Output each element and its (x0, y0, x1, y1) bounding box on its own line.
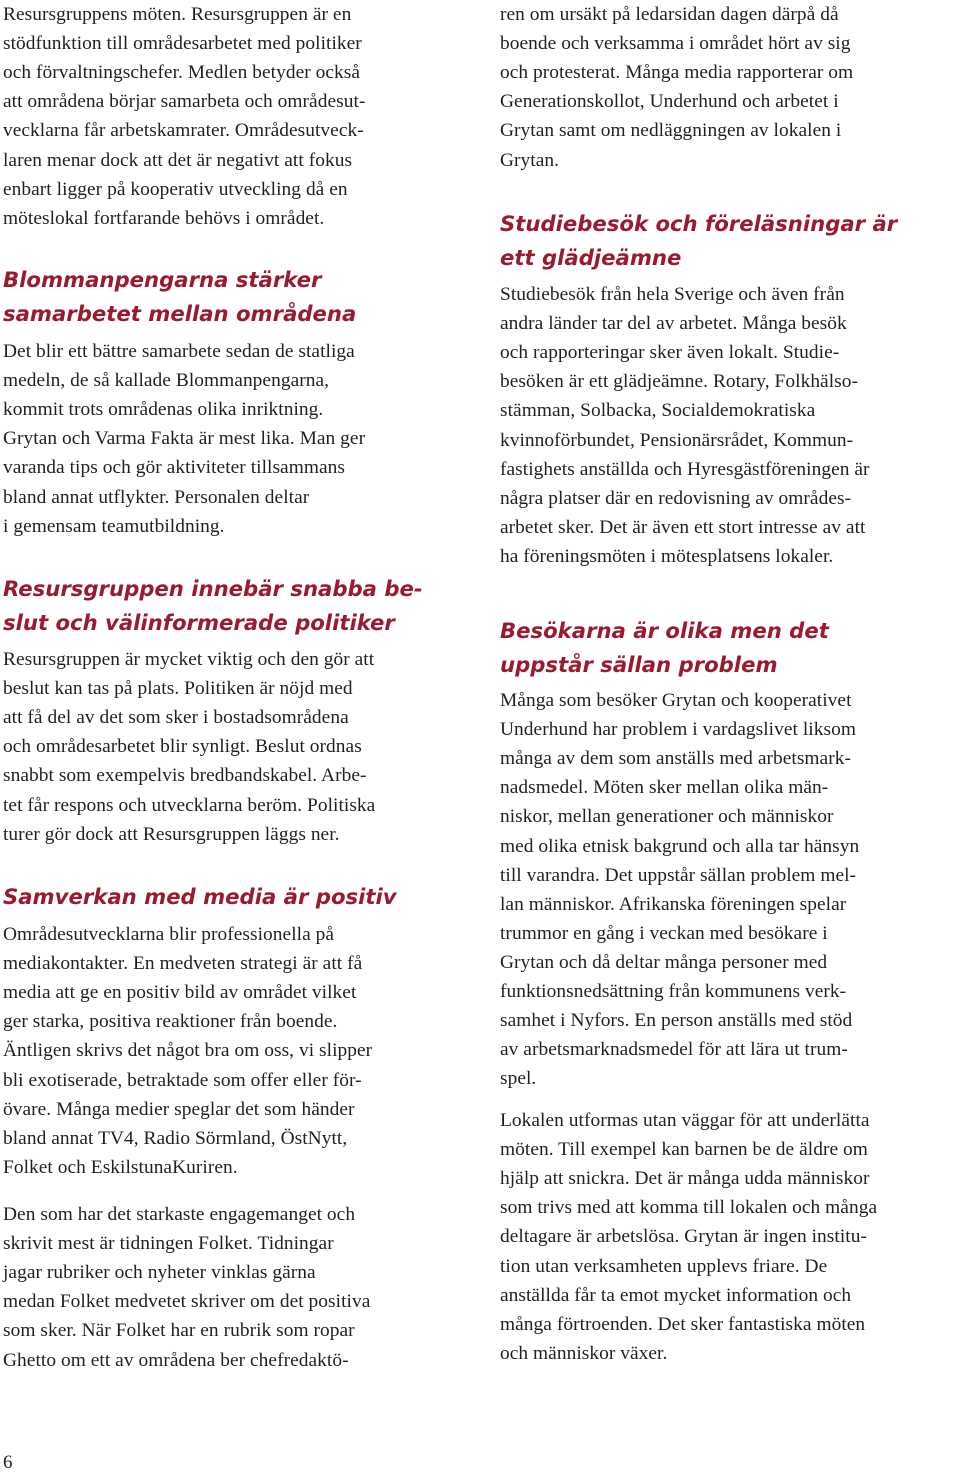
section-heading-line: slut och välinformerade politiker (3, 609, 395, 635)
paragraph-line: andra länder tar del av arbetet. Många besök (500, 313, 847, 335)
paragraph-line: Många som besöker Grytan och kooperativet (500, 690, 852, 711)
paragraph-line: Grytan och Varma Fakta är mest lika. Man ger (3, 428, 366, 450)
paragraph-line: media att ge en positiv bild av området vilket (3, 982, 357, 1004)
section-heading-line: Samverkan med media är positiv (3, 884, 397, 909)
paragraph-line: och rapporteringar sker även lokalt. Studie- (500, 342, 840, 364)
paragraph-line: Grytan samt om nedläggningen av lokalen i (500, 120, 842, 142)
paragraph-line: till varandra. Det uppstår sällan problem mel- (500, 864, 857, 886)
paragraph-line: laren menar dock att det är negativt att fokus (3, 149, 353, 171)
paragraph-line: bli exotiserade, betraktade som offer eller för- (3, 1069, 362, 1091)
paragraph-line: och områdesarbetet blir synligt. Beslut ordnas (3, 736, 362, 758)
paragraph-line: varanda tips och gör aktiviteter tillsammans (3, 457, 345, 479)
paragraph-line: i gemensam teamutbildning. (3, 515, 225, 537)
paragraph-line: Det blir ett bättre samarbete sedan de statliga (3, 341, 355, 362)
paragraph-line: Grytan. (500, 149, 560, 171)
paragraph-line: Generationskollot, Underhund och arbetet i (500, 91, 839, 113)
paragraph-line: som trivs med att komma till lokalen och många (500, 1197, 878, 1219)
paragraph-line: niskor, mellan generationer och människor (500, 806, 834, 828)
paragraph-line: och förvaltningschefer. Medlen betyder också (3, 62, 361, 84)
paragraph-line: besöken är ett glädjeämne. Rotary, Folkhälso- (500, 371, 859, 393)
paragraph-line: Resursgruppen är mycket viktig och den gör att (3, 649, 375, 670)
paragraph-line: boende och verksamma i området hört av sig (500, 33, 851, 55)
paragraph-line: Studiebesök från hela Sverige och även från (500, 284, 845, 305)
paragraph-line: kommit trots områdenas olika inriktning. (3, 399, 324, 421)
paragraph-line: funktionsnedsättning från kommunens verk- (500, 981, 847, 1002)
paragraph-line: trummor en gång i veckan med besökare i (500, 922, 828, 944)
paragraph-line: jagar rubriker och nyheter vinklas gärna (3, 1262, 316, 1284)
paragraph-line: ha föreningsmöten i mötesplatsens lokaler. (500, 545, 834, 567)
paragraph-line: bland annat utflykter. Personalen deltar (3, 486, 310, 508)
paragraph-line: medeln, de så kallade Blommanpengarna, (3, 370, 330, 392)
paragraph-line: hjälp att snickra. Det är många udda människor (500, 1168, 870, 1190)
paragraph-line: att områdena börjar samarbeta och områdesut- (3, 91, 366, 113)
paragraph-line: Den som har det starkaste engagemanget och (3, 1204, 356, 1225)
paragraph-line: arbetet sker. Det är även ett stort intresse av att (500, 516, 866, 538)
section-heading-line: ett glädjeämne (500, 244, 682, 270)
paragraph-line: med olika etnisk bakgrund och alla tar hänsyn (500, 835, 860, 857)
section-heading-line: Studiebesök och föreläsningar är (500, 211, 898, 236)
paragraph-line: stödfunktion till områdesarbetet med politiker (3, 33, 362, 55)
paragraph-line: mediakontakter. En medveten strategi är att få (3, 953, 363, 975)
section-heading-line: uppstår sällan problem (500, 651, 778, 677)
paragraph-line: beslut kan tas på plats. Politiken är nöjd med (3, 678, 353, 700)
paragraph-line: snabbt som exempelvis bredbandskabel. Arbe- (3, 765, 367, 787)
paragraph-line: Lokalen utformas utan väggar för att underlätta (500, 1110, 870, 1131)
paragraph-line: som sker. När Folket har en rubrik som ropar (3, 1320, 355, 1342)
section-heading-line: Resursgruppen innebär snabba be- (3, 576, 423, 601)
paragraph-line: Resursgruppens möten. Resursgruppen är en (3, 4, 352, 25)
paragraph-line: Äntligen skrivs det något bra om oss, vi slipper (3, 1040, 373, 1062)
page-number: 6 (3, 1452, 13, 1473)
paragraph-line: turer gör dock att Resursgruppen läggs ner. (3, 823, 340, 845)
paragraph-line: många förtroenden. Det sker fantastiska möten (500, 1313, 866, 1335)
section-heading-line: samarbetet mellan områdena (3, 300, 357, 326)
paragraph-line: fastighets anställda och Hyresgästföreningen är (500, 458, 870, 480)
paragraph-line: av arbetsmarknadsmedel för att lära ut trum- (500, 1039, 848, 1061)
paragraph-line: stämman, Solbacka, Socialdemokratiska (500, 400, 816, 422)
paragraph-line: några platser där en redovisning av områdes- (500, 487, 852, 509)
paragraph-line: Folket och EskilstunaKuriren. (3, 1156, 238, 1178)
paragraph-line: samhet i Nyfors. En person anställs med stöd (500, 1010, 853, 1032)
paragraph-line: enbart ligger på kooperativ utveckling då en (3, 178, 348, 200)
paragraph-line: kvinnoförbundet, Pensionärsrådet, Kommun- (500, 429, 854, 451)
paragraph-line: tion utan verksamheten upplevs friare. De (500, 1255, 828, 1277)
section-heading-line: Blommanpengarna stärker (3, 267, 322, 292)
paragraph-line: Områdesutvecklarna blir professionella på (3, 924, 335, 945)
paragraph-line: tet får respons och utvecklarna beröm. Politiska (3, 794, 376, 816)
section-heading-line: Besökarna är olika men det (500, 618, 829, 643)
paragraph-line: Grytan och då deltar många personer med (500, 951, 828, 973)
paragraph-line: spel. (500, 1068, 537, 1090)
paragraph-line: och människor växer. (500, 1342, 668, 1364)
paragraph-line: många av dem som anställs med arbetsmark- (500, 748, 851, 770)
paragraph-line: möteslokal fortfarande behövs i området. (3, 207, 325, 229)
paragraph-line: ren om ursäkt på ledarsidan dagen därpå då (500, 4, 839, 25)
paragraph-line: Ghetto om ett av områdena ber chefredaktö- (3, 1349, 349, 1371)
paragraph-line: medan Folket medvetet skriver om det positiva (3, 1291, 371, 1313)
paragraph-line: Underhund har problem i vardagslivet liksom (500, 719, 856, 741)
paragraph-line: möten. Till exempel kan barnen be de äldre om (500, 1139, 868, 1161)
paragraph-line: nadsmedel. Möten sker mellan olika män- (500, 777, 829, 799)
paragraph-line: skrivit mest är tidningen Folket. Tidningar (3, 1233, 334, 1255)
paragraph-line: övare. Många medier speglar det som händer (3, 1098, 355, 1120)
paragraph-line: bland annat TV4, Radio Sörmland, ÖstNytt, (3, 1127, 348, 1149)
paragraph-line: och protesterat. Många media rapporterar om (500, 62, 854, 84)
paragraph-line: att få del av det som sker i bostadsområdena (3, 707, 349, 729)
paragraph-line: lan människor. Afrikanska föreningen spelar (500, 893, 847, 915)
paragraph-line: deltagare är arbetslösa. Grytan är ingen institu- (500, 1226, 867, 1248)
paragraph-line: ger starka, positiva reaktioner från boende. (3, 1011, 338, 1033)
paragraph-line: anställda får ta emot mycket information och (500, 1284, 852, 1306)
paragraph-line: vecklarna får arbetskamrater. Områdesutveck- (3, 120, 364, 142)
